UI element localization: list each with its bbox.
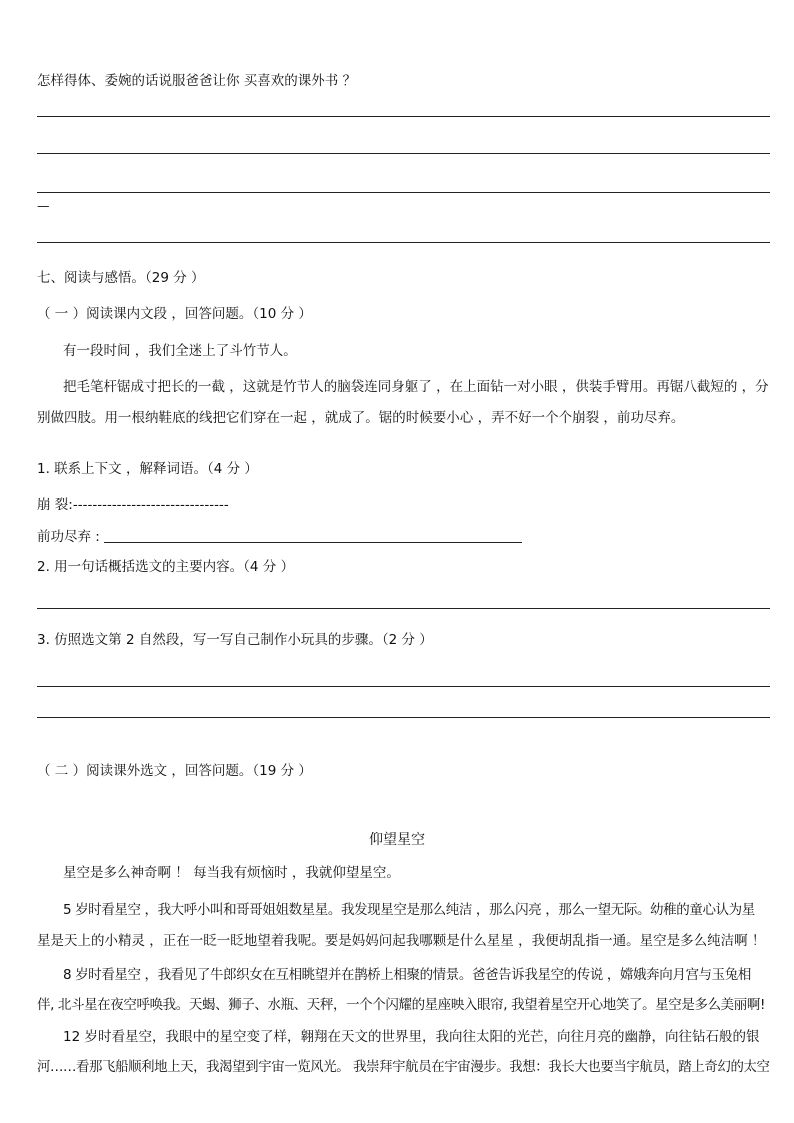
term-word: 崩 裂: <box>37 497 73 513</box>
answer-line <box>37 192 770 193</box>
passage-paragraph: 5 岁时看星空 ，我大呼小叫和哥哥姐姐数星星。我发现星空是那么纯洁 ，那么闪亮 ，那么一望无际。幼稚的童心认为星 <box>63 902 755 918</box>
question-label: 2. 用一句话概括选文的主要内容。（4 分 ） <box>37 559 295 575</box>
passage-paragraph: 把毛笔杆锯成寸把长的一截 ，这就是竹节人的脑袋连同身躯了 ，在上面钻一对小眼 ，供装手臂用。再锯八截短的 ，分 <box>63 379 769 395</box>
passage-paragraph-cont: 伴, 北斗星在夜空呼唤我。天蝎、狮子、水瓶、天秤，一个个闪耀的星座映入眼帘, 我望着星空开心地笑了。星空是多么美丽啊! <box>37 997 765 1013</box>
answer-line <box>37 717 770 718</box>
term-label <box>37 496 229 514</box>
part-heading: （ 二 ）阅读课外选文 ，回答问题。（19 分 ） <box>37 763 312 779</box>
term-blank: -------------------------------- <box>72 497 229 513</box>
question-prompt: 怎样得体、委婉的话说服爸爸让你 买喜欢的课外书 ？ <box>37 73 357 89</box>
term-label: 前功尽弃 : <box>37 529 100 545</box>
passage-paragraph: 星空是多么神奇啊 ！ 每当我有烦恼时 ，我就仰望星空。 <box>63 865 400 881</box>
section-heading: 七、阅读与感悟。（29 分 ） <box>37 270 205 286</box>
question-label: 3. 仿照选文第 2 自然段，写一写自己制作小玩具的步骤。（2 分 ） <box>37 632 433 648</box>
passage-paragraph-cont: 别做四肢。用一根纳鞋底的线把它们穿在一起 ，就成了。锯的时候要小心 ，弄不好一个个崩裂 ，前功尽弃。 <box>37 410 685 426</box>
stray-mark: — <box>37 198 50 213</box>
answer-line <box>104 542 522 543</box>
passage-title: 仰望星空 <box>369 832 425 848</box>
passage-paragraph: 有一段时间 ，我们全迷上了斗竹节人。 <box>63 343 297 359</box>
answer-line <box>37 242 770 243</box>
answer-line <box>37 608 770 609</box>
passage-paragraph-cont: 星是天上的小精灵 ，正在一眨一眨地望着我呢。要是妈妈问起我哪颗是什么星星 ，我便胡乱指一通。星空是多么纯洁啊 ！ <box>37 933 766 949</box>
answer-line <box>37 116 770 117</box>
answer-line <box>37 153 770 154</box>
passage-paragraph-cont: 河……看那飞船顺利地上天，我渴望到宇宙一览风光。 我崇拜宇航员在宇宙漫步。我想：我长大也要当宇航员，踏上奇幻的太空 <box>37 1059 770 1075</box>
answer-line <box>37 686 770 687</box>
part-heading: （ 一 ）阅读课内文段 ，回答问题。（10 分 ） <box>37 306 312 322</box>
passage-paragraph: 8 岁时看星空 ，我看见了牛郎织女在互相眺望并在鹊桥上相聚的情景。爸爸告诉我星空的传说 ，嫦娥奔向月宫与玉兔相 <box>63 967 751 983</box>
passage-paragraph: 12 岁时看星空，我眼中的星空变了样，翱翔在天文的世界里，我向往太阳的光芒，向往月亮的幽静，向往钻石般的银 <box>63 1029 760 1045</box>
question-label: 1. 联系上下文 ，解释词语。（4 分 ） <box>37 461 258 477</box>
